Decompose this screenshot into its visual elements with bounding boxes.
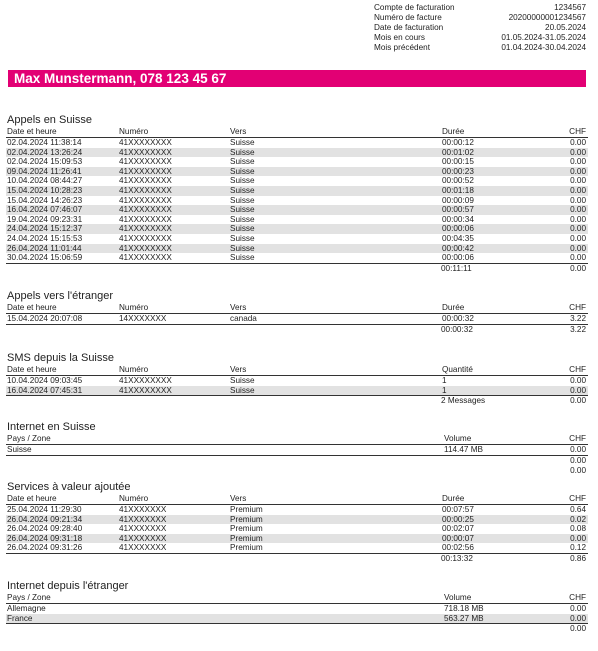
table-row xyxy=(6,604,588,614)
cell-number: 41XXXXXXXX xyxy=(119,195,172,205)
table-row xyxy=(6,543,588,553)
col-chf-header: CHF xyxy=(569,434,586,443)
cell-chf: 0.02 xyxy=(570,514,586,524)
total-spacer xyxy=(6,396,441,406)
col-quantity-header: Quantité xyxy=(442,365,473,374)
table-row xyxy=(6,167,588,177)
col-chf-header: CHF xyxy=(569,303,586,312)
cell-number: 41XXXXXXXX xyxy=(119,166,172,176)
col-to-header: Vers xyxy=(230,303,247,312)
cell-chf: 0.00 xyxy=(570,385,586,395)
cell-to: Suisse xyxy=(230,243,255,253)
cell-chf: 0.64 xyxy=(570,505,586,514)
total-chf: 0.00 xyxy=(570,396,586,406)
cell-duration: 00:00:06 xyxy=(442,253,474,263)
table-row xyxy=(6,376,588,386)
total-chf: 0.00 xyxy=(570,624,586,634)
cell-date: 02.04.2024 11:38:14 xyxy=(7,138,82,147)
cell-duration: 00:00:52 xyxy=(442,176,474,186)
cell-number: 41XXXXXXXX xyxy=(119,138,172,147)
total-duration: 00:11:11 xyxy=(441,263,472,273)
section-title: Appels vers l'étranger xyxy=(7,290,114,302)
total-row xyxy=(6,324,588,335)
table-row xyxy=(6,157,588,167)
section-title: Appels en Suisse xyxy=(7,114,92,126)
total-quantity: 2 Messages xyxy=(441,396,486,406)
table-row xyxy=(6,534,588,544)
cell-to: Suisse xyxy=(230,385,255,395)
col-date-header: Date et heure xyxy=(7,494,57,503)
cell-number: 41XXXXXXXX xyxy=(119,185,172,195)
cell-to: Suisse xyxy=(230,376,255,385)
cell-chf: 3.22 xyxy=(570,314,586,323)
cell-volume: 718.18 MB xyxy=(444,604,484,613)
cell-duration: 00:00:25 xyxy=(442,514,474,524)
cell-number: 41XXXXXXXX xyxy=(119,157,172,167)
cell-date: 25.04.2024 11:29:30 xyxy=(7,505,82,514)
table-row xyxy=(6,314,588,324)
cell-date: 30.04.2024 15:06:59 xyxy=(7,253,83,263)
meta-row xyxy=(374,23,586,33)
cell-date: 16.04.2024 07:45:31 xyxy=(7,385,83,395)
cell-date: 15.04.2024 20:07:08 xyxy=(7,314,83,323)
cell-date: 26.04.2024 09:28:40 xyxy=(7,524,83,534)
table-header xyxy=(6,303,588,314)
meta-row xyxy=(374,13,586,23)
section-internet-switzerland xyxy=(6,420,588,476)
cell-number: 41XXXXXXXX xyxy=(119,233,172,243)
total-spacer xyxy=(6,624,487,634)
cell-to: Suisse xyxy=(230,138,255,147)
cell-number: 41XXXXXXX xyxy=(119,543,167,553)
section-title: SMS depuis la Suisse xyxy=(7,352,114,364)
cell-number: 41XXXXXXXX xyxy=(119,176,172,186)
cell-chf: 0.00 xyxy=(570,253,586,263)
section-title: Internet depuis l'étranger xyxy=(7,580,129,592)
cell-to: Premium xyxy=(230,514,263,524)
cell-number: 41XXXXXXX xyxy=(119,514,167,524)
cell-duration: 00:01:18 xyxy=(442,185,474,195)
cell-to: Suisse xyxy=(230,214,255,224)
cell-zone: Allemagne xyxy=(7,604,46,613)
col-to-header: Vers xyxy=(230,127,247,136)
cell-to: Suisse xyxy=(230,205,255,215)
table-row xyxy=(6,253,588,263)
cell-number: 41XXXXXXX xyxy=(119,505,167,514)
cell-date: 10.04.2024 09:03:45 xyxy=(7,376,83,385)
cell-to: Suisse xyxy=(230,253,255,263)
col-volume-header: Volume xyxy=(444,434,472,443)
cell-duration: 00:00:23 xyxy=(442,166,474,176)
cell-to: Suisse xyxy=(230,147,255,157)
section-calls-switzerland xyxy=(6,113,588,274)
col-number-header: Numéro xyxy=(119,127,149,136)
cell-duration: 00:00:57 xyxy=(442,205,474,215)
cell-to: Suisse xyxy=(230,233,255,243)
table-header xyxy=(6,127,588,138)
cell-duration: 00:02:56 xyxy=(442,543,474,553)
col-date-header: Date et heure xyxy=(7,365,57,374)
cell-to: Premium xyxy=(230,505,263,514)
col-duration-header: Durée xyxy=(442,127,465,136)
col-to-header: Vers xyxy=(230,365,247,374)
meta-value: 01.05.2024-31.05.2024 xyxy=(501,33,586,42)
cell-chf: 0.00 xyxy=(570,376,586,385)
meta-value: 20200000001234567 xyxy=(508,13,586,22)
cell-duration: 00:00:42 xyxy=(442,243,474,253)
col-duration-header: Durée xyxy=(442,494,465,503)
total-duration: 00:13:32 xyxy=(441,553,473,563)
col-date-header: Date et heure xyxy=(7,127,57,136)
total-spacer xyxy=(6,325,441,335)
cell-date: 09.04.2024 11:26:41 xyxy=(7,166,82,176)
total-chf: 0.86 xyxy=(570,553,586,563)
cell-chf: 0.08 xyxy=(570,524,586,534)
table-row xyxy=(6,515,588,525)
cell-to: Premium xyxy=(230,543,263,553)
section-value-added-services xyxy=(6,480,588,564)
cell-duration: 00:02:07 xyxy=(442,524,474,534)
meta-value: 20.05.2024 xyxy=(545,23,586,32)
cell-date: 02.04.2024 13:26:24 xyxy=(7,147,83,157)
table-header xyxy=(6,365,588,376)
total-chf: 3.22 xyxy=(570,324,586,334)
cell-duration: 00:00:32 xyxy=(442,314,474,323)
table-header xyxy=(6,593,588,604)
cell-chf: 0.00 xyxy=(570,604,586,613)
total-chf: 0.00 xyxy=(570,263,586,273)
cell-number: 41XXXXXXXX xyxy=(119,224,172,234)
cell-chf: 0.00 xyxy=(570,147,586,157)
cell-duration: 00:00:09 xyxy=(442,195,474,205)
cell-duration: 00:00:06 xyxy=(442,224,474,234)
table-row xyxy=(6,244,588,254)
table-row xyxy=(6,186,588,196)
cell-to: Premium xyxy=(230,524,263,534)
meta-label: Mois précédent xyxy=(374,43,430,52)
col-chf-header: CHF xyxy=(569,365,586,374)
cell-number: 14XXXXXXX xyxy=(119,314,167,323)
cell-chf: 0.00 xyxy=(570,224,586,234)
col-duration-header: Durée xyxy=(442,303,465,312)
col-chf-header: CHF xyxy=(569,494,586,503)
col-zone-header: Pays / Zone xyxy=(7,434,51,443)
col-chf-header: CHF xyxy=(569,127,586,136)
cell-number: 41XXXXXXXX xyxy=(119,376,172,385)
table-row xyxy=(6,224,588,234)
cell-chf: 0.00 xyxy=(570,445,586,454)
total-spacer xyxy=(6,456,487,466)
meta-value: 01.04.2024-30.04.2024 xyxy=(501,43,586,52)
cell-duration: 00:00:15 xyxy=(442,157,474,167)
cell-date: 26.04.2024 11:01:44 xyxy=(7,243,82,253)
cell-zone: France xyxy=(7,613,33,623)
cell-chf: 0.00 xyxy=(570,157,586,167)
cell-number: 41XXXXXXXX xyxy=(119,253,172,263)
cell-date: 24.04.2024 15:15:53 xyxy=(7,233,83,243)
table-header xyxy=(6,494,588,505)
table-row xyxy=(6,386,588,396)
table-row xyxy=(6,138,588,148)
cell-duration: 00:00:12 xyxy=(442,138,474,147)
total-spacer xyxy=(6,466,487,476)
table-row xyxy=(6,524,588,534)
cell-date: 15.04.2024 14:26:23 xyxy=(7,195,83,205)
cell-volume: 114.47 MB xyxy=(444,445,483,454)
cell-duration: 00:00:34 xyxy=(442,214,474,224)
table-row xyxy=(6,614,588,624)
total-row-secondary xyxy=(6,466,588,476)
table-row xyxy=(6,196,588,206)
table-row xyxy=(6,505,588,515)
meta-row xyxy=(374,43,586,53)
cell-date: 26.04.2024 09:31:18 xyxy=(7,533,83,543)
total-row xyxy=(6,553,588,564)
total-row xyxy=(6,395,588,406)
cell-number: 41XXXXXXXX xyxy=(119,214,172,224)
cell-chf: 0.00 xyxy=(570,166,586,176)
cell-zone: Suisse xyxy=(7,445,32,454)
cell-chf: 0.00 xyxy=(570,533,586,543)
col-volume-header: Volume xyxy=(444,593,472,602)
cell-chf: 0.00 xyxy=(570,613,586,623)
cell-date: 16.04.2024 07:46:07 xyxy=(7,205,83,215)
cell-to: canada xyxy=(230,314,257,323)
cell-duration: 00:07:57 xyxy=(442,505,474,514)
section-title: Internet en Suisse xyxy=(7,421,96,433)
meta-value: 1234567 xyxy=(554,3,586,12)
cell-date: 26.04.2024 09:31:26 xyxy=(7,543,83,553)
cell-volume: 563.27 MB xyxy=(444,613,484,623)
total-duration: 00:00:32 xyxy=(441,324,473,334)
col-number-header: Numéro xyxy=(119,365,149,374)
invoice-meta xyxy=(374,3,586,53)
cell-chf: 0.00 xyxy=(570,205,586,215)
meta-label: Compte de facturation xyxy=(374,3,455,12)
cell-date: 10.04.2024 08:44:27 xyxy=(7,176,83,186)
total-row xyxy=(6,455,588,466)
cell-number: 41XXXXXXXX xyxy=(119,385,172,395)
col-date-header: Date et heure xyxy=(7,303,57,312)
cell-duration: 00:00:07 xyxy=(442,533,474,543)
cell-date: 19.04.2024 09:23:31 xyxy=(7,214,83,224)
total-spacer xyxy=(6,264,441,274)
cell-to: Suisse xyxy=(230,166,255,176)
cell-chf: 0.00 xyxy=(570,214,586,224)
meta-row xyxy=(374,3,586,13)
cell-quantity: 1 xyxy=(442,376,447,385)
cell-number: 41XXXXXXX xyxy=(119,533,167,543)
cell-date: 15.04.2024 10:28:23 xyxy=(7,185,83,195)
cell-quantity: 1 xyxy=(442,385,447,395)
table-row xyxy=(6,148,588,158)
col-zone-header: Pays / Zone xyxy=(7,593,51,602)
table-row xyxy=(6,234,588,244)
cell-to: Suisse xyxy=(230,185,255,195)
cell-chf: 0.00 xyxy=(570,243,586,253)
cell-to: Suisse xyxy=(230,195,255,205)
table-row xyxy=(6,176,588,186)
cell-chf: 0.00 xyxy=(570,138,586,147)
cell-date: 24.04.2024 15:12:37 xyxy=(7,224,83,234)
cell-number: 41XXXXXXX xyxy=(119,524,167,534)
total-spacer xyxy=(6,554,441,564)
col-chf-header: CHF xyxy=(569,593,586,602)
cell-chf: 0.00 xyxy=(570,176,586,186)
total-chf-secondary: 0.00 xyxy=(570,465,586,475)
cell-to: Premium xyxy=(230,533,263,543)
cell-chf: 0.00 xyxy=(570,195,586,205)
cell-date: 02.04.2024 15:09:53 xyxy=(7,157,83,167)
total-chf: 0.00 xyxy=(570,455,586,465)
section-internet-abroad xyxy=(6,579,588,634)
total-row xyxy=(6,263,588,274)
col-to-header: Vers xyxy=(230,494,247,503)
meta-row xyxy=(374,33,586,43)
table-header xyxy=(6,434,588,445)
cell-chf: 0.00 xyxy=(570,185,586,195)
cell-chf: 0.12 xyxy=(570,543,586,553)
cell-to: Suisse xyxy=(230,224,255,234)
meta-label: Mois en cours xyxy=(374,33,425,42)
cell-number: 41XXXXXXXX xyxy=(119,147,172,157)
meta-label: Date de facturation xyxy=(374,23,444,32)
cell-duration: 00:01:02 xyxy=(442,147,474,157)
cell-number: 41XXXXXXXX xyxy=(119,205,172,215)
cell-chf: 0.00 xyxy=(570,233,586,243)
section-calls-abroad xyxy=(6,289,588,335)
section-title: Services à valeur ajoutée xyxy=(7,481,131,493)
table-row xyxy=(6,215,588,225)
cell-to: Suisse xyxy=(230,157,255,167)
cell-number: 41XXXXXXXX xyxy=(119,243,172,253)
col-number-header: Numéro xyxy=(119,303,149,312)
section-sms xyxy=(6,351,588,406)
col-number-header: Numéro xyxy=(119,494,149,503)
table-row xyxy=(6,445,588,455)
meta-label: Numéro de facture xyxy=(374,13,442,22)
cell-to: Suisse xyxy=(230,176,255,186)
cell-duration: 00:04:35 xyxy=(442,233,474,243)
total-row xyxy=(6,623,588,634)
table-row xyxy=(6,205,588,215)
cell-date: 26.04.2024 09:21:34 xyxy=(7,514,83,524)
customer-name-banner: Max Munstermann, 078 123 45 67 xyxy=(8,70,586,87)
